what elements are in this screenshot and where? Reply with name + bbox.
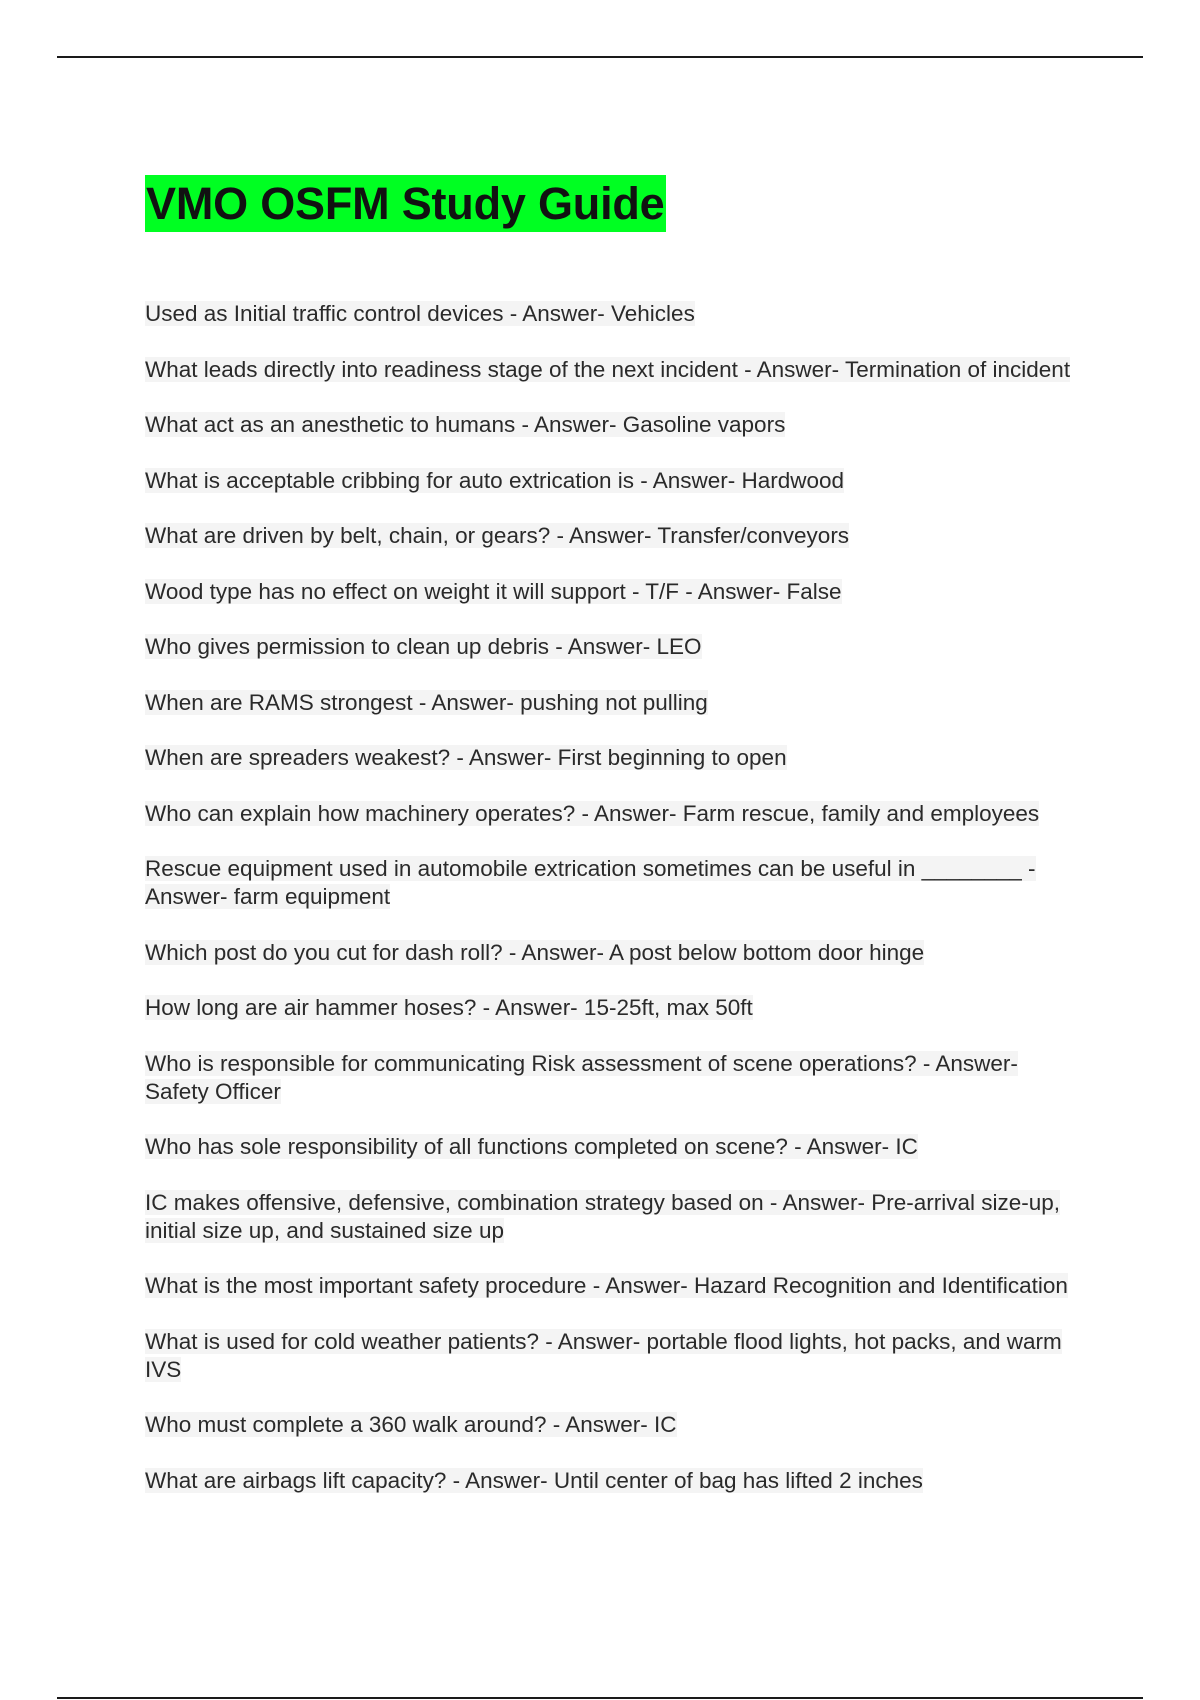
qa-item xyxy=(145,467,1075,495)
qa-text: IC makes offensive, defensive, combination strategy based on - Answer- Pre-arrival size-up, initial size up, and sustained size up xyxy=(145,1189,1061,1243)
qa-item xyxy=(145,1189,1075,1245)
header-rule xyxy=(57,56,1143,58)
document-title: VMO OSFM Study Guide xyxy=(145,175,666,232)
qa-item xyxy=(145,939,1075,967)
qa-item xyxy=(145,411,1075,439)
qa-item xyxy=(145,744,1075,772)
qa-text: When are spreaders weakest? - Answer- First beginning to open xyxy=(145,745,787,771)
qa-item xyxy=(145,578,1075,606)
title-wrapper xyxy=(145,145,1075,262)
qa-text: Who gives permission to clean up debris - Answer- LEO xyxy=(145,634,702,660)
document-body xyxy=(145,145,1075,1522)
qa-text: Rescue equipment used in automobile extrication sometimes can be useful in ________ - Answer- farm equipment xyxy=(145,856,1036,910)
qa-text: Which post do you cut for dash roll? - Answer- A post below bottom door hinge xyxy=(145,939,925,965)
qa-text: What are airbags lift capacity? - Answer- Until center of bag has lifted 2 inches xyxy=(145,1467,923,1493)
qa-item xyxy=(145,522,1075,550)
qa-text: Wood type has no effect on weight it will support - T/F - Answer- False xyxy=(145,578,842,604)
qa-item xyxy=(145,633,1075,661)
qa-item xyxy=(145,300,1075,328)
qa-item xyxy=(145,1328,1075,1384)
qa-item xyxy=(145,1050,1075,1106)
qa-item xyxy=(145,1133,1075,1161)
qa-item xyxy=(145,855,1075,911)
qa-text: Who must complete a 360 walk around? - Answer- IC xyxy=(145,1412,677,1438)
qa-text: Used as Initial traffic control devices - Answer- Vehicles xyxy=(145,301,695,327)
qa-item xyxy=(145,800,1075,828)
qa-text: How long are air hammer hoses? - Answer- 15-25ft, max 50ft xyxy=(145,995,753,1021)
qa-text: What is the most important safety procedure - Answer- Hazard Recognition and Identification xyxy=(145,1273,1068,1299)
qa-text: What is used for cold weather patients? - Answer- portable flood lights, hot packs, and warm IVS xyxy=(145,1328,1062,1382)
qa-item xyxy=(145,1272,1075,1300)
qa-text: When are RAMS strongest - Answer- pushing not pulling xyxy=(145,689,708,715)
qa-item xyxy=(145,1411,1075,1439)
qa-list xyxy=(145,300,1075,1495)
qa-text: Who is responsible for communicating Risk assessment of scene operations? - Answer- Safety Officer xyxy=(145,1050,1018,1104)
qa-item xyxy=(145,356,1075,384)
qa-text: What are driven by belt, chain, or gears? - Answer- Transfer/conveyors xyxy=(145,523,850,549)
qa-text: Who can explain how machinery operates? - Answer- Farm rescue, family and employees xyxy=(145,800,1040,826)
qa-text: Who has sole responsibility of all functions completed on scene? - Answer- IC xyxy=(145,1134,918,1160)
qa-item xyxy=(145,994,1075,1022)
qa-text: What leads directly into readiness stage of the next incident - Answer- Termination of incident xyxy=(145,356,1071,382)
qa-item xyxy=(145,1467,1075,1495)
footer-rule xyxy=(57,1697,1143,1699)
qa-text: What is acceptable cribbing for auto extrication is - Answer- Hardwood xyxy=(145,467,845,493)
qa-text: What act as an anesthetic to humans - Answer- Gasoline vapors xyxy=(145,412,786,438)
qa-item xyxy=(145,689,1075,717)
